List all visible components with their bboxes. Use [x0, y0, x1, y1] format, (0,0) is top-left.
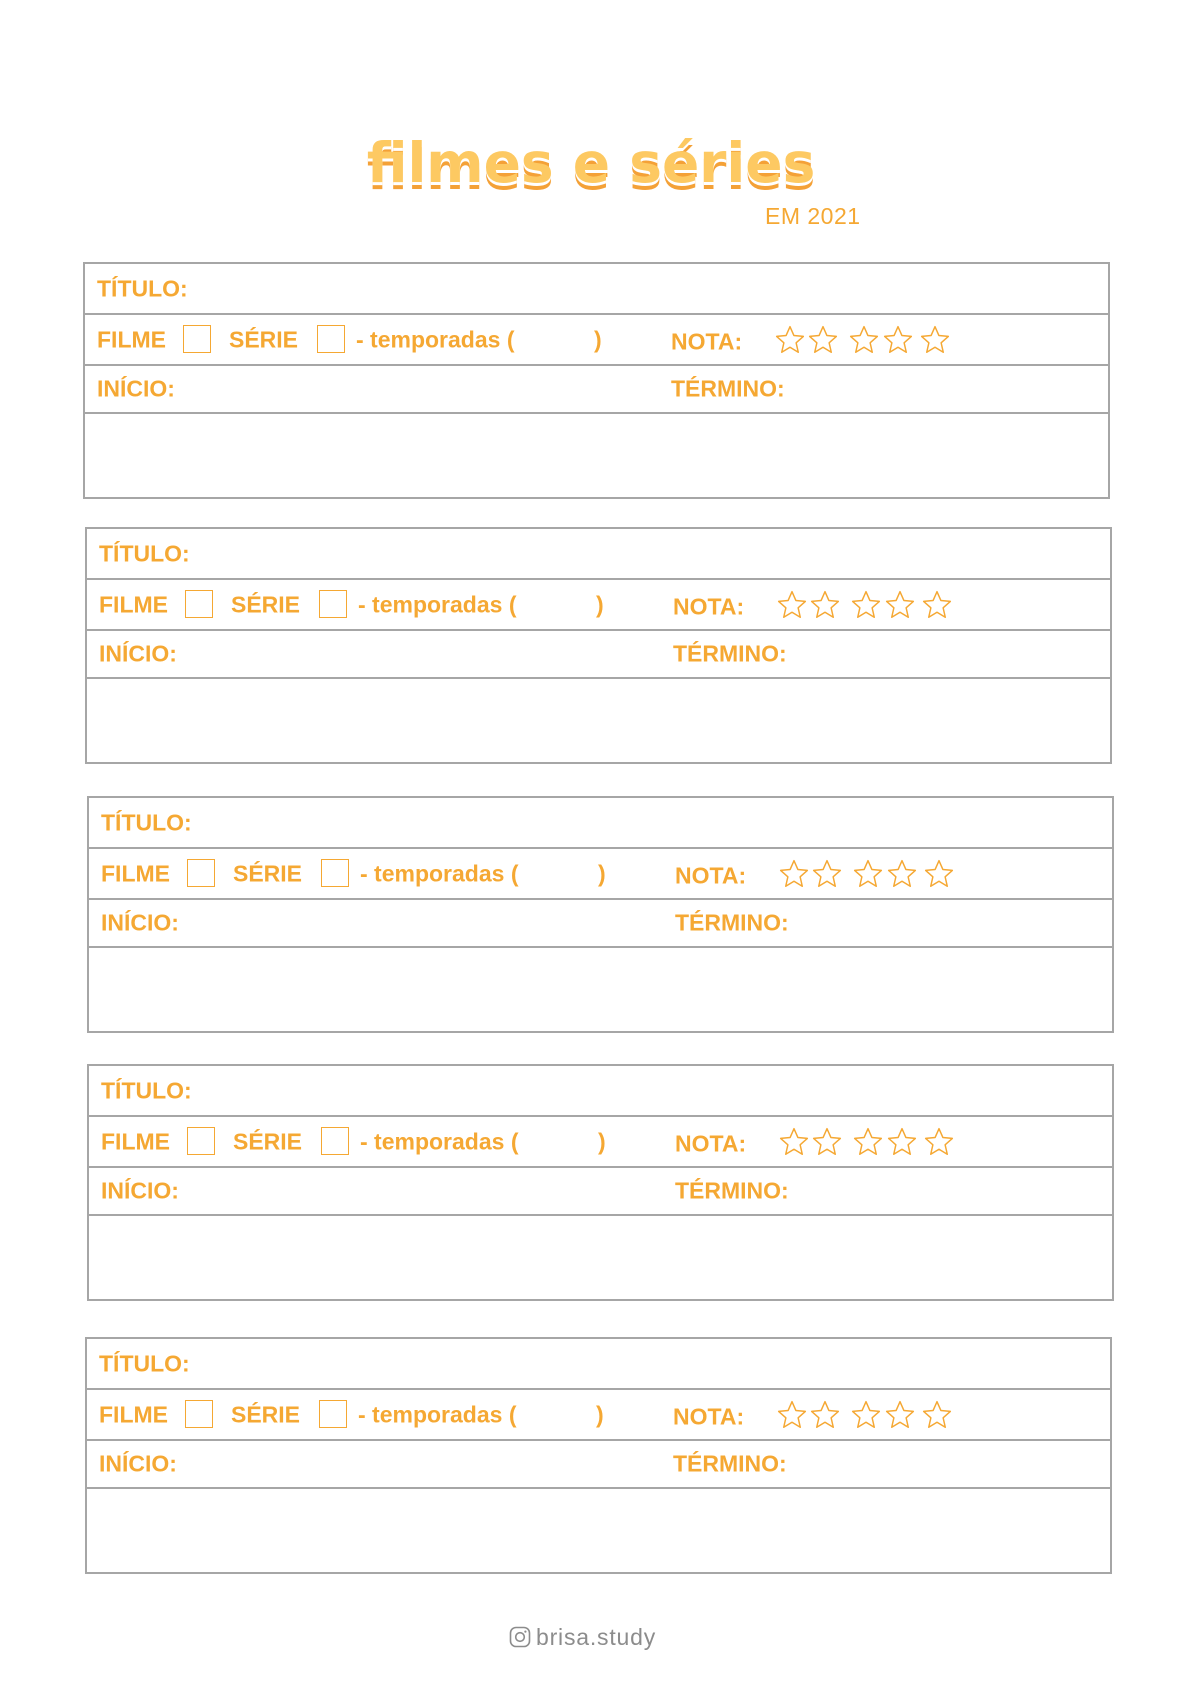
- star-icon[interactable]: [852, 858, 884, 890]
- star-shape: [812, 1402, 839, 1428]
- title-row: [87, 1339, 1110, 1390]
- star-shape: [779, 592, 806, 618]
- end-date-label: TÉRMINO:: [673, 640, 787, 667]
- start-date-label: INÍCIO:: [97, 375, 175, 402]
- star-shape: [781, 861, 808, 887]
- notes-area[interactable]: [89, 948, 1112, 1031]
- type-row: [89, 849, 1112, 900]
- star-shape: [887, 1402, 914, 1428]
- star-icon[interactable]: [850, 589, 882, 621]
- dates-row: [87, 1441, 1110, 1489]
- end-date-label: TÉRMINO:: [671, 375, 785, 402]
- star-icon[interactable]: [776, 589, 808, 621]
- notes-area[interactable]: [89, 1216, 1112, 1299]
- title-field[interactable]: [199, 535, 1100, 572]
- star-icon[interactable]: [850, 1399, 882, 1431]
- series-label: SÉRIE: [231, 591, 301, 617]
- star-shape: [855, 1129, 882, 1155]
- star-icon[interactable]: [882, 324, 914, 356]
- start-date-field[interactable]: [187, 637, 657, 671]
- title-label: TÍTULO:: [99, 540, 190, 566]
- star-icon[interactable]: [811, 858, 843, 890]
- star-icon[interactable]: [811, 1126, 843, 1158]
- entry-card: [87, 796, 1114, 1033]
- rating-stars: [89, 1117, 1112, 1166]
- rating-label: NOTA:: [671, 328, 743, 354]
- rating-stars: [89, 849, 1112, 898]
- title-field[interactable]: [199, 1345, 1100, 1382]
- title-label: TÍTULO:: [99, 1350, 190, 1376]
- star-icon[interactable]: [884, 1399, 916, 1431]
- star-shape: [889, 1129, 916, 1155]
- notes-area[interactable]: [87, 1489, 1110, 1572]
- end-date-field[interactable]: [799, 637, 1100, 671]
- star-icon[interactable]: [919, 324, 951, 356]
- movie-label: FILME: [99, 1401, 168, 1427]
- entry-card: [85, 527, 1112, 764]
- movie-label: FILME: [101, 1128, 170, 1154]
- dates-row: [85, 366, 1108, 414]
- title-row: [87, 529, 1110, 580]
- series-label: SÉRIE: [231, 1401, 301, 1427]
- seasons-label: - temporadas (: [356, 326, 515, 352]
- star-icon[interactable]: [886, 1126, 918, 1158]
- end-date-label: TÉRMINO:: [673, 1450, 787, 1477]
- start-date-label: INÍCIO:: [101, 1177, 179, 1204]
- title-field[interactable]: [201, 804, 1102, 841]
- dates-row: [87, 631, 1110, 679]
- star-icon[interactable]: [921, 589, 953, 621]
- start-date-field[interactable]: [187, 1447, 657, 1481]
- star-shape: [885, 327, 912, 353]
- star-shape: [781, 1129, 808, 1155]
- title-row: [89, 798, 1112, 849]
- entry-card: [85, 1337, 1112, 1574]
- title-label: TÍTULO:: [101, 809, 192, 835]
- star-shape: [924, 1402, 951, 1428]
- start-date-label: INÍCIO:: [101, 909, 179, 936]
- star-icon[interactable]: [776, 1399, 808, 1431]
- footer: [508, 1622, 656, 1652]
- dates-row: [89, 900, 1112, 948]
- type-row: [87, 1390, 1110, 1441]
- start-date-label: INÍCIO:: [99, 1450, 177, 1477]
- star-icon[interactable]: [807, 324, 839, 356]
- page-subtitle: EM 2021: [765, 203, 861, 229]
- star-shape: [926, 1129, 953, 1155]
- seasons-label: - temporadas (: [358, 1401, 517, 1427]
- start-date-field[interactable]: [185, 372, 655, 406]
- seasons-close-paren: ): [596, 591, 604, 617]
- star-shape: [810, 327, 837, 353]
- star-shape: [853, 1402, 880, 1428]
- star-shape: [853, 592, 880, 618]
- star-shape: [812, 592, 839, 618]
- notes-area[interactable]: [87, 679, 1110, 762]
- type-row: [85, 315, 1108, 366]
- entry-card: [83, 262, 1110, 499]
- movie-label: FILME: [97, 326, 166, 352]
- seasons-close-paren: ): [598, 1128, 606, 1154]
- page-title: filmes e séries: [366, 131, 816, 195]
- seasons-label: - temporadas (: [360, 1128, 519, 1154]
- star-shape: [777, 327, 804, 353]
- star-shape: [779, 1402, 806, 1428]
- instagram-icon[interactable]: [508, 1625, 532, 1649]
- type-row: [87, 580, 1110, 631]
- movie-label: FILME: [101, 860, 170, 886]
- entry-card: [87, 1064, 1114, 1301]
- start-date-field[interactable]: [189, 906, 659, 940]
- seasons-label: - temporadas (: [358, 591, 517, 617]
- star-shape: [922, 327, 949, 353]
- rating-stars: [87, 580, 1110, 629]
- series-label: SÉRIE: [229, 326, 299, 352]
- star-icon[interactable]: [923, 1126, 955, 1158]
- rating-label: NOTA:: [675, 1130, 747, 1156]
- end-date-label: TÉRMINO:: [675, 909, 789, 936]
- star-icon[interactable]: [774, 324, 806, 356]
- title-field[interactable]: [197, 270, 1098, 307]
- movie-label: FILME: [99, 591, 168, 617]
- star-icon[interactable]: [921, 1399, 953, 1431]
- end-date-field[interactable]: [797, 372, 1098, 406]
- star-icon[interactable]: [809, 589, 841, 621]
- star-icon[interactable]: [809, 1399, 841, 1431]
- rating-stars: [87, 1390, 1110, 1439]
- star-shape: [889, 861, 916, 887]
- footer-handle[interactable]: brisa.study: [536, 1624, 657, 1650]
- end-date-field[interactable]: [801, 906, 1102, 940]
- rating-stars: [85, 315, 1108, 364]
- star-icon[interactable]: [778, 1126, 810, 1158]
- end-date-field[interactable]: [799, 1447, 1100, 1481]
- rating-label: NOTA:: [673, 1403, 745, 1429]
- notes-area[interactable]: [85, 414, 1108, 497]
- star-shape: [814, 1129, 841, 1155]
- title-field[interactable]: [201, 1072, 1102, 1109]
- dates-row: [89, 1168, 1112, 1216]
- end-date-field[interactable]: [801, 1174, 1102, 1208]
- seasons-close-paren: ): [594, 326, 602, 352]
- star-shape: [855, 861, 882, 887]
- star-icon[interactable]: [852, 1126, 884, 1158]
- start-date-label: INÍCIO:: [99, 640, 177, 667]
- star-shape: [814, 861, 841, 887]
- star-icon[interactable]: [778, 858, 810, 890]
- star-icon[interactable]: [884, 589, 916, 621]
- star-icon[interactable]: [848, 324, 880, 356]
- rating-label: NOTA:: [673, 593, 745, 619]
- star-shape: [851, 327, 878, 353]
- start-date-field[interactable]: [189, 1174, 659, 1208]
- type-row: [89, 1117, 1112, 1168]
- star-shape: [924, 592, 951, 618]
- star-shape: [887, 592, 914, 618]
- title-row: [85, 264, 1108, 315]
- series-label: SÉRIE: [233, 1128, 303, 1154]
- title-label: TÍTULO:: [97, 275, 188, 301]
- title-row: [89, 1066, 1112, 1117]
- star-icon[interactable]: [886, 858, 918, 890]
- seasons-close-paren: ): [596, 1401, 604, 1427]
- end-date-label: TÉRMINO:: [675, 1177, 789, 1204]
- title-label: TÍTULO:: [101, 1077, 192, 1103]
- star-shape: [926, 861, 953, 887]
- rating-label: NOTA:: [675, 862, 747, 888]
- star-icon[interactable]: [923, 858, 955, 890]
- seasons-label: - temporadas (: [360, 860, 519, 886]
- seasons-close-paren: ): [598, 860, 606, 886]
- series-label: SÉRIE: [233, 860, 303, 886]
